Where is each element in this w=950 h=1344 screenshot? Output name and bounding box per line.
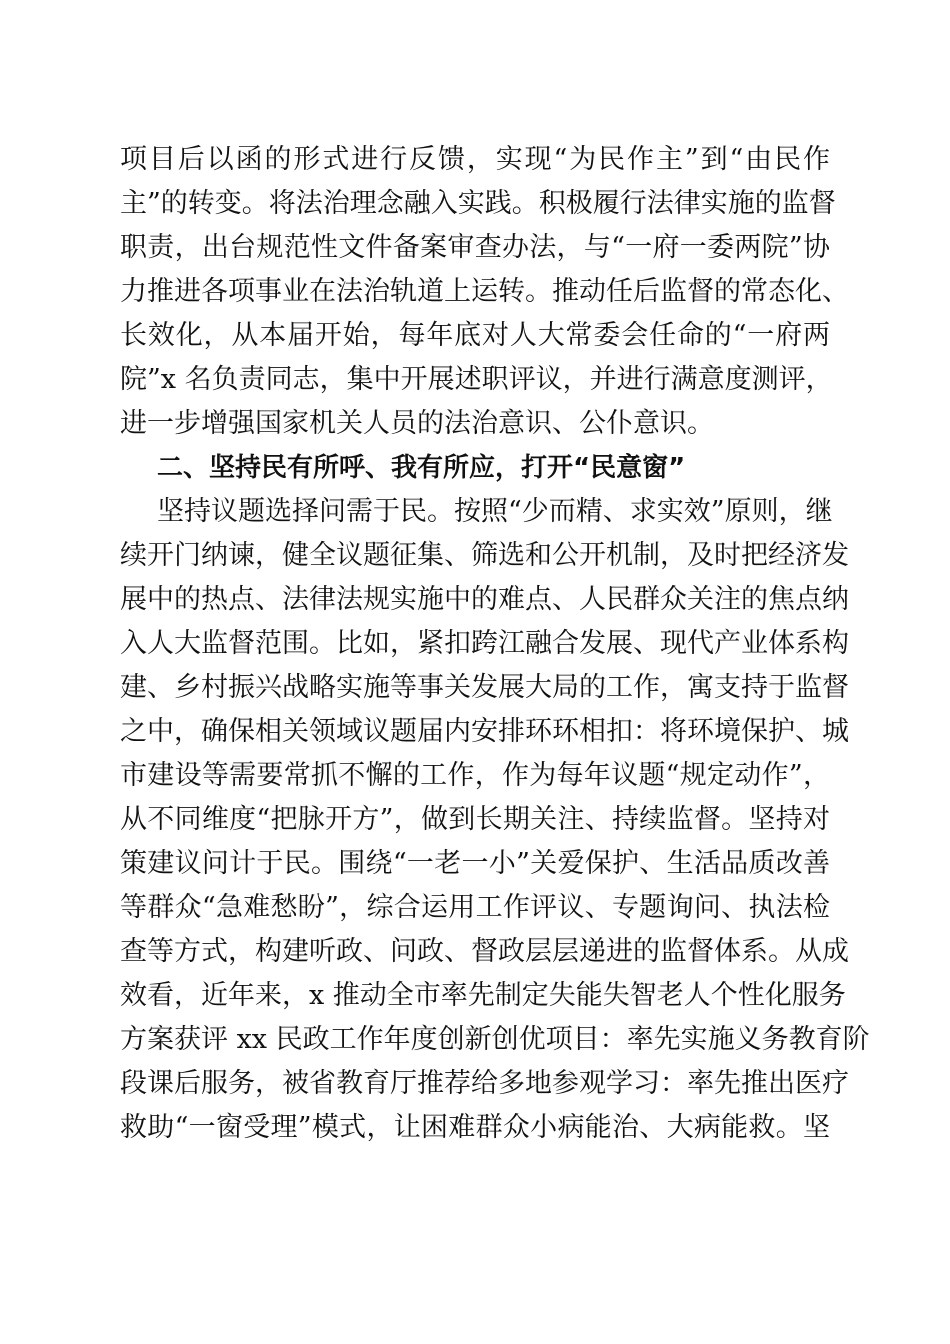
paragraph-2-line: 坚持议题选择问需于民。按照“少而精、求实效”原则，继 — [157, 496, 833, 527]
paragraph-2-line: 方案获评 xx 民政工作年度创新创优项目：率先实施义务教育阶 — [120, 1024, 870, 1055]
paragraph-2-line: 等群众“急难愁盼”，综合运用工作评议、专题询问、执法检 — [120, 892, 830, 923]
paragraph-2-line: 展中的热点、法律法规实施中的难点、人民群众关注的焦点纳 — [120, 584, 849, 615]
paragraph-2-line: 查等方式，构建听政、问政、督政层层递进的监督体系。从成 — [120, 936, 849, 967]
paragraph-2-line: 入人大监督范围。比如，紧扣跨江融合发展、现代产业体系构 — [120, 628, 849, 659]
section-heading: 二、坚持民有所呼、我有所应，打开“民意窗” — [157, 453, 686, 483]
paragraph-2-line: 段课后服务，被省教育厅推荐给多地参观学习：率先推出医疗 — [120, 1068, 849, 1099]
paragraph-2-line: 建、乡村振兴战略实施等事关发展大局的工作，寓支持于监督 — [120, 672, 849, 703]
paragraph-1-line: 进一步增强国家机关人员的法治意识、公仆意识。 — [120, 408, 714, 439]
paragraph-1-line: 长效化，从本届开始，每年底对人大常委会任命的“一府两 — [120, 320, 830, 351]
paragraph-2-line: 续开门纳谏，健全议题征集、筛选和公开机制，及时把经济发 — [120, 540, 849, 571]
paragraph-2-line: 效看，近年来，x 推动全市率先制定失能失智老人个性化服务 — [120, 980, 846, 1011]
paragraph-1-line: 力推进各项事业在法治轨道上运转。推动任后监督的常态化、 — [120, 276, 849, 307]
paragraph-1-line: 职责，出台规范性文件备案审查办法，与“一府一委两院”协 — [120, 232, 830, 263]
paragraph-1-line: 院”x 名负责同志，集中开展述职评议，并进行满意度测评， — [120, 364, 833, 395]
paragraph-2-line: 从不同维度“把脉开方”，做到长期关注、持续监督。坚持对 — [120, 804, 830, 835]
paragraph-1-line: 项目后以函的形式进行反馈，实现“为民作主”到“由民作 — [120, 144, 830, 175]
paragraph-2-line: 策建议问计于民。围绕“一老一小”关爱保护、生活品质改善 — [120, 848, 830, 879]
paragraph-2-line: 市建设等需要常抓不懈的工作，作为每年议题“规定动作”， — [120, 760, 830, 791]
paragraph-2-line: 之中，确保相关领域议题届内安排环环相扣：将环境保护、城 — [120, 716, 849, 747]
paragraph-1-line: 主”的转变。将法治理念融入实践。积极履行法律实施的监督 — [120, 188, 836, 219]
paragraph-2-line: 救助“一窗受理”模式，让困难群众小病能治、大病能救。坚 — [120, 1112, 830, 1143]
